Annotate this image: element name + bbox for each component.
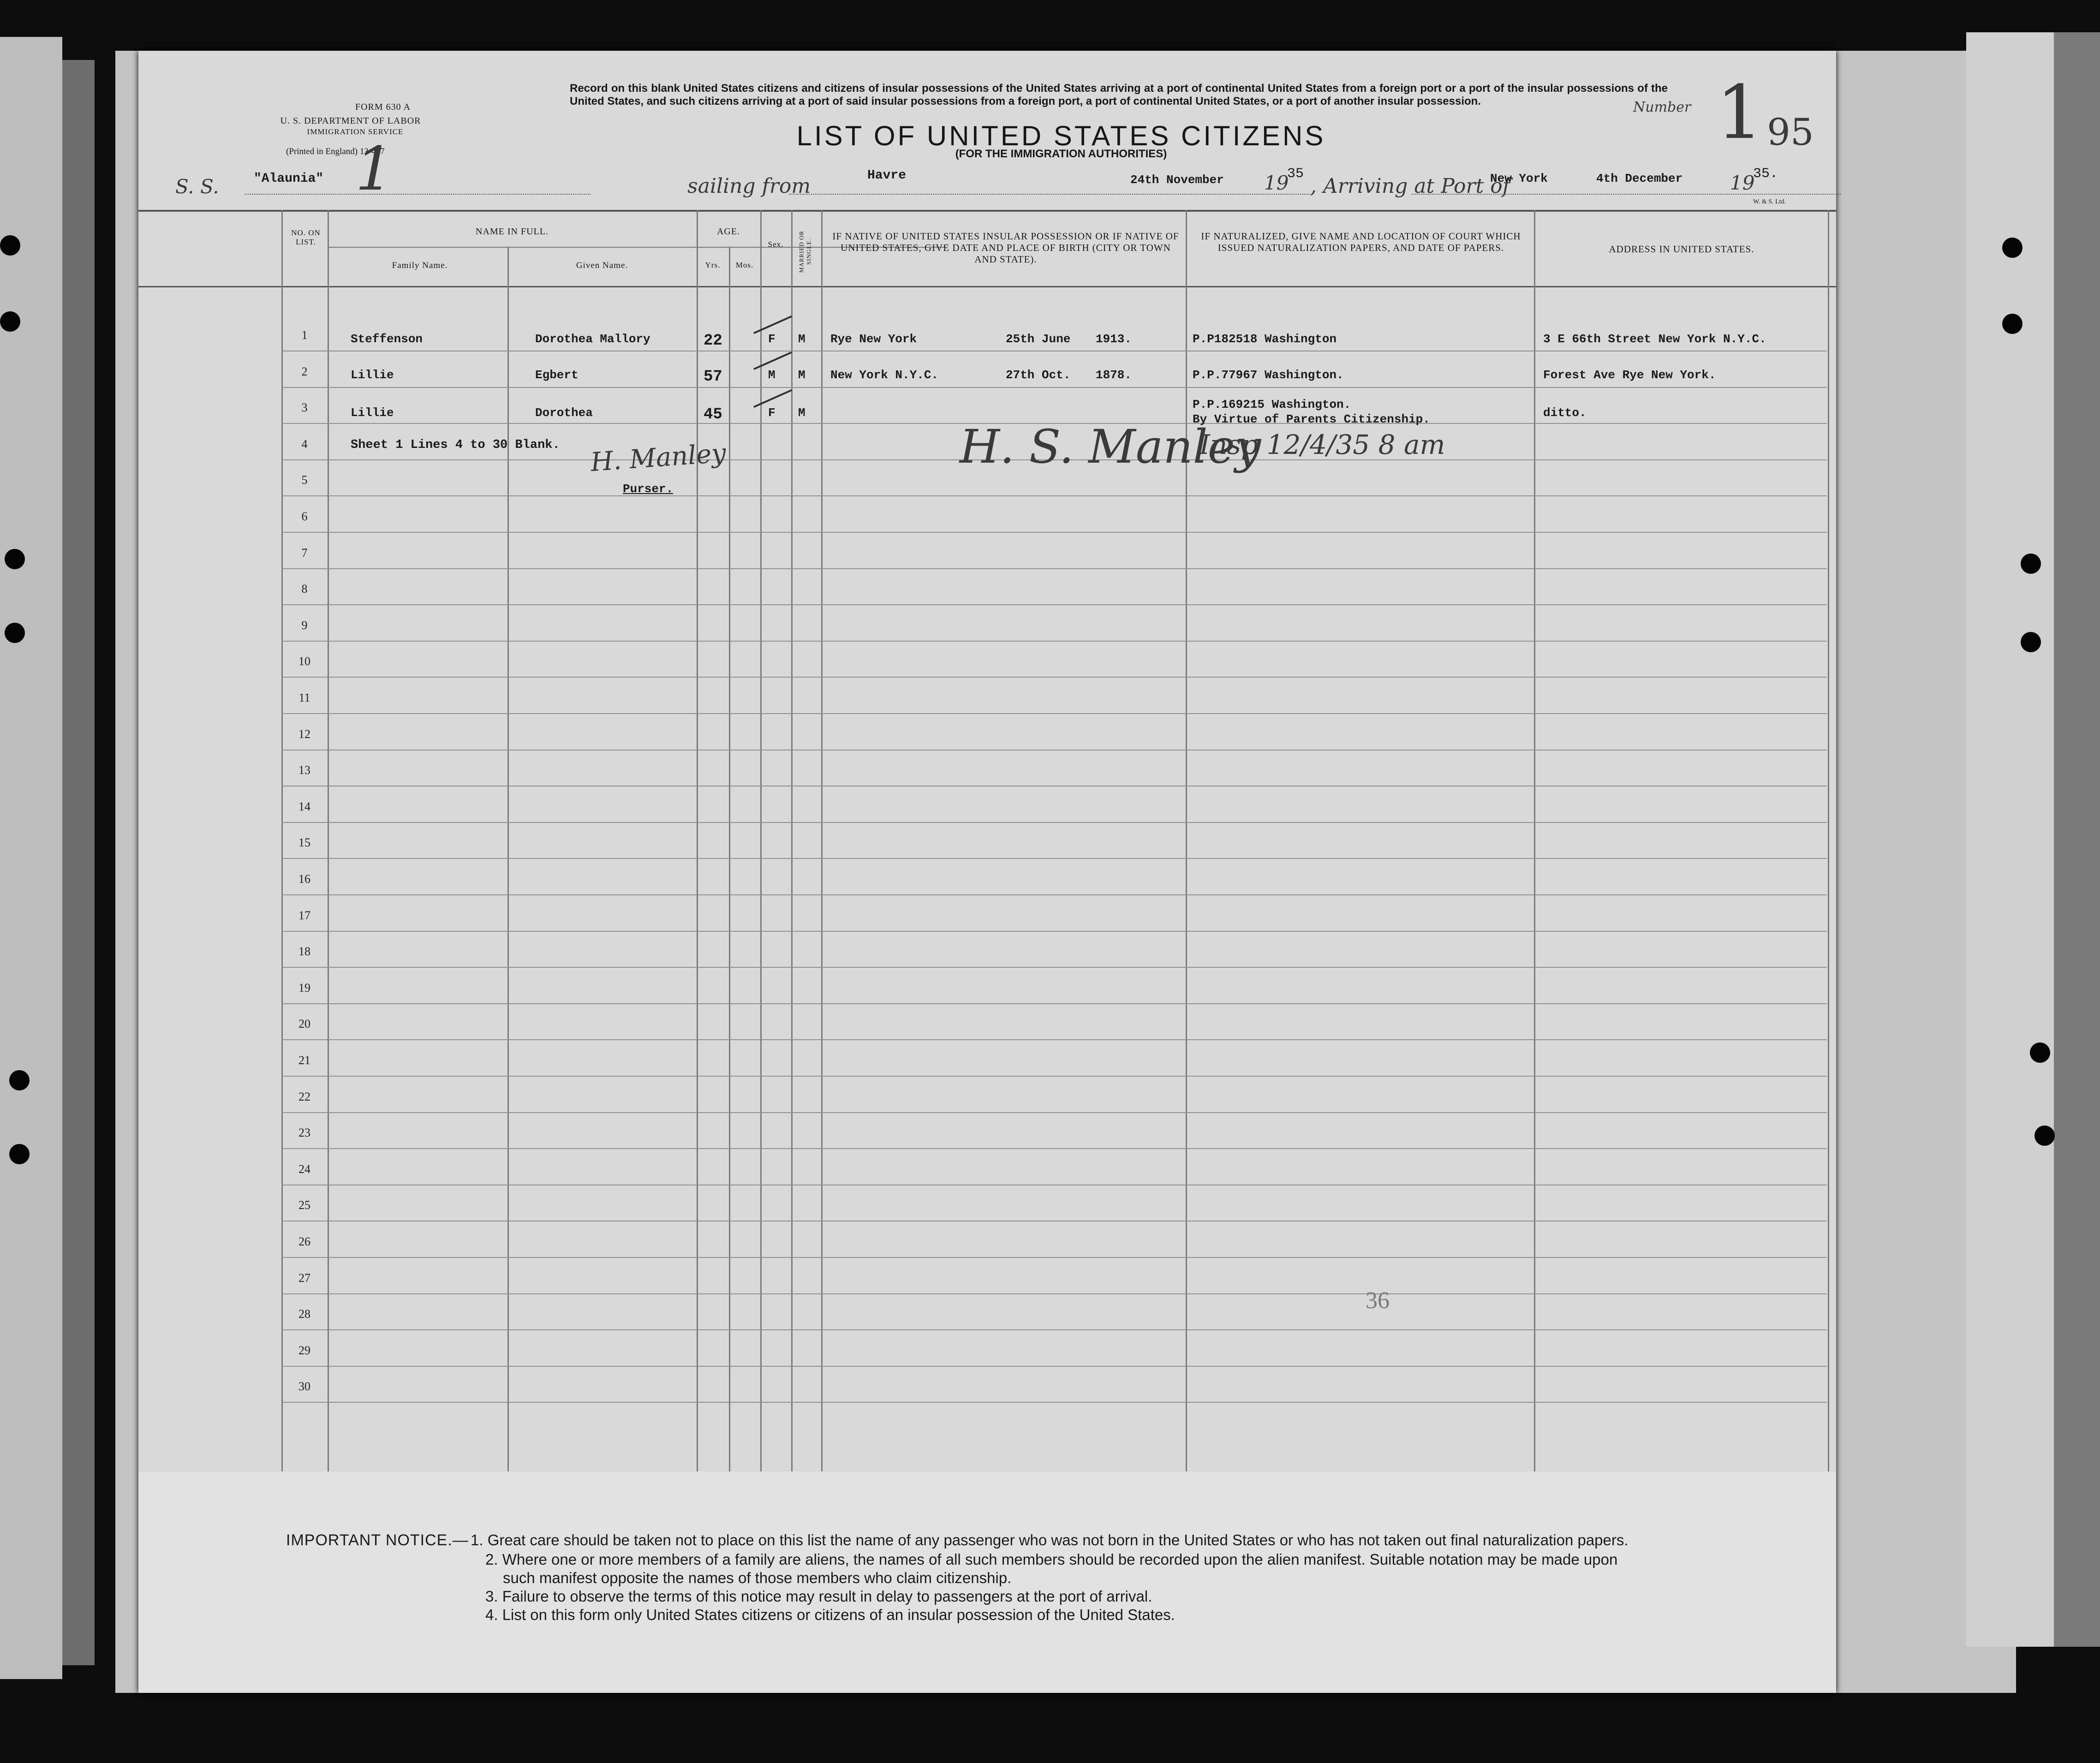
- row-number: 11: [298, 691, 310, 704]
- col-line: [328, 210, 329, 1471]
- entry-address: Forest Ave Rye New York.: [1543, 368, 1716, 382]
- notice-item-1: 1. Great care should be taken not to place on this list the name of any passenger who was not born in the United States or who has not taken out final naturalization papers.: [471, 1531, 1629, 1549]
- binder-hole: [5, 623, 25, 643]
- department: U. S. DEPARTMENT OF LABOR: [280, 116, 421, 126]
- binder-hole: [2002, 238, 2022, 258]
- entry-naturalization: P.P182518 Washington: [1193, 332, 1337, 346]
- binder-hole: [2021, 554, 2041, 574]
- table-header-border: [138, 286, 1836, 287]
- binder-edge-right: [2054, 32, 2100, 1647]
- entry-age: 22: [704, 332, 722, 350]
- arrival-year: 35.: [1753, 166, 1778, 182]
- row-rule: [281, 641, 1827, 642]
- form-number: FORM 630 A: [355, 102, 411, 112]
- row-number: 4: [301, 437, 308, 451]
- row-number: 18: [298, 945, 310, 959]
- row-rule: [281, 858, 1827, 859]
- row-rule: [281, 1329, 1827, 1330]
- entry-given-name: Dorothea: [535, 406, 593, 420]
- list-number: 1: [1716, 69, 1763, 155]
- printed-note: (Printed in England) 13-407: [286, 147, 385, 156]
- col-line: [1534, 210, 1535, 1471]
- row-rule: [281, 1076, 1827, 1077]
- row-rule: [281, 1402, 1827, 1403]
- entry-naturalization: P.P.169215 Washington.: [1193, 398, 1351, 411]
- col-line: [1828, 210, 1829, 1471]
- binder-hole: [0, 311, 20, 332]
- col-age: AGE.: [716, 226, 740, 237]
- corner-mark: 1: [355, 134, 394, 204]
- from-port: Havre: [867, 168, 907, 183]
- notice-item-3: 3. Failure to observe the terms of this notice may result in delay to passengers at the port of arrival.: [485, 1588, 1152, 1605]
- binder-hole: [0, 235, 20, 256]
- arrival-year-prefix: 19: [1730, 172, 1755, 194]
- entry-address: ditto.: [1543, 406, 1587, 420]
- arrival-port: New York: [1490, 172, 1548, 185]
- row-rule: [281, 713, 1827, 714]
- col-given-name: Given Name.: [576, 261, 628, 270]
- entry-birth-date: 27th Oct.: [1006, 368, 1071, 382]
- binder-hole: [2002, 314, 2022, 334]
- col-line: [729, 247, 730, 1471]
- binder-hole: [9, 1070, 30, 1090]
- binder-hole: [2030, 1042, 2050, 1063]
- row-rule: [281, 604, 1827, 605]
- row-number: 7: [301, 546, 308, 560]
- row-number: 2: [301, 364, 308, 378]
- entry-birth-year: 1913.: [1096, 332, 1132, 346]
- row-number: 23: [298, 1126, 310, 1140]
- entry-family-name: Lillie: [351, 406, 394, 420]
- row-rule: [281, 1148, 1827, 1149]
- binder-hole: [2034, 1126, 2055, 1146]
- row-number: 3: [301, 401, 308, 415]
- entry-age: 57: [704, 368, 722, 386]
- row-number: 16: [298, 872, 310, 886]
- entry-naturalization-note: By Virtue of Parents Citizenship.: [1193, 412, 1430, 426]
- col-line: [507, 247, 509, 1471]
- depart-date: 24th November: [1130, 173, 1224, 187]
- row-rule: [281, 931, 1827, 932]
- adjacent-page-left: [0, 37, 62, 1679]
- inspector-signature: H. S. Manley: [960, 420, 1261, 474]
- ss-label: S. S.: [175, 175, 219, 198]
- col-line: [281, 210, 283, 1471]
- entry-age: 45: [704, 406, 722, 423]
- notice-item-4: 4. List on this form only United States citizens or citizens of an insular possession of the United States.: [485, 1606, 1175, 1623]
- entry-family-name: Lillie: [351, 368, 394, 382]
- col-birth: IF NATIVE OF UNITED STATES INSULAR POSSESSION OR IF NATIVE OF UNITED STATES, GIVE DATE AND PLACE OF BIRTH (CITY OR TOWN AND STATE).: [832, 231, 1179, 265]
- entry-naturalization: P.P.77967 Washington.: [1193, 368, 1344, 382]
- col-line: [791, 210, 793, 1471]
- row-number: 30: [298, 1380, 310, 1394]
- row-number: 28: [298, 1307, 310, 1321]
- sailing-label: sailing from: [687, 174, 811, 198]
- page-title: LIST OF UNITED STATES CITIZENS: [796, 120, 1326, 151]
- inspector-note: Insp 12/4/35 8 am: [1199, 429, 1445, 460]
- row-number: 1: [301, 328, 308, 342]
- entry-birth-place: Rye New York: [830, 332, 917, 346]
- row-rule: [281, 1293, 1827, 1294]
- row-number: 14: [298, 799, 310, 813]
- purser-signature: H. Manley: [590, 438, 727, 478]
- row-rule: [281, 568, 1827, 569]
- col-no: NO. ON LIST.: [291, 228, 321, 247]
- row-rule: [281, 1003, 1827, 1004]
- entry-given-name: Dorothea Mallory: [535, 332, 650, 346]
- row-rule: [281, 677, 1827, 678]
- notice-label: IMPORTANT NOTICE.—: [286, 1531, 469, 1549]
- check-mark-icon: [753, 351, 792, 370]
- row-number: 20: [298, 1017, 310, 1031]
- notice-item-2: 2. Where one or more members of a family are aliens, the names of all such members should be recorded upon the alien manifest. Suitable notation may be made upon: [485, 1551, 1618, 1568]
- col-family-name: Family Name.: [392, 261, 448, 270]
- entry-family-name: Steffenson: [351, 332, 423, 346]
- check-mark-icon: [753, 316, 792, 334]
- row-number: 8: [301, 582, 308, 596]
- row-rule: [281, 387, 1827, 388]
- age-rule: [697, 247, 766, 248]
- row-number: 9: [301, 618, 308, 632]
- entry-marital-status: M: [798, 332, 805, 346]
- col-line: [1186, 210, 1187, 1471]
- check-mark-icon: [753, 389, 792, 408]
- row-rule: [281, 1257, 1827, 1258]
- col-yrs: Yrs.: [705, 261, 721, 269]
- entry-address: 3 E 66th Street New York N.Y.C.: [1543, 332, 1766, 346]
- binder-hole: [2021, 632, 2041, 652]
- page-mark: 95: [1767, 111, 1814, 154]
- row-number: 22: [298, 1090, 310, 1103]
- col-line: [697, 210, 698, 1471]
- entry-marital-status: M: [798, 368, 805, 382]
- row-number: 19: [298, 981, 310, 995]
- row-rule: [281, 1366, 1827, 1367]
- row-rule: [281, 532, 1827, 533]
- number-label: Number: [1633, 99, 1691, 115]
- ship-name: "Alaunia": [254, 172, 324, 186]
- arriving-label: , Arriving at Port of: [1310, 174, 1510, 198]
- service: IMMIGRATION SERVICE: [307, 127, 404, 136]
- ship-line: [245, 194, 591, 195]
- row-rule: [281, 822, 1827, 823]
- row-number: 10: [298, 655, 310, 668]
- col-line: [821, 210, 823, 1471]
- entry-birth-year: 1878.: [1096, 368, 1132, 382]
- arrival-line: [1412, 194, 1841, 195]
- col-married-single: MARRIED OR SINGLE.: [798, 230, 812, 273]
- entry-sex: F: [768, 332, 776, 346]
- row-number: 27: [298, 1271, 310, 1285]
- row-number: 21: [298, 1054, 310, 1067]
- col-line: [760, 210, 762, 1471]
- row-number: 15: [298, 836, 310, 850]
- col-mos: Mos.: [735, 261, 754, 269]
- row-number: 24: [298, 1162, 310, 1176]
- from-line: [789, 194, 1310, 195]
- row-number: 12: [298, 727, 310, 741]
- adjacent-page-right: [1966, 32, 2054, 1647]
- row-number: 29: [298, 1343, 310, 1357]
- page-subtitle: (FOR THE IMMIGRATION AUTHORITIES): [955, 148, 1167, 160]
- binder-hole: [9, 1144, 30, 1164]
- col-address: ADDRESS IN UNITED STATES.: [1609, 244, 1754, 255]
- entry-given-name: Egbert: [535, 368, 579, 382]
- printer-mark: W. & S. Ltd.: [1753, 198, 1786, 205]
- row-number: 13: [298, 763, 310, 777]
- col-name-in-full: NAME IN FULL.: [476, 226, 549, 237]
- purser-label: Purser.: [623, 482, 674, 496]
- manifest-sheet: [138, 51, 1836, 1693]
- row-number: 5: [301, 473, 308, 487]
- notice-item-2-cont: such manifest opposite the names of those members who claim citizenship.: [503, 1569, 1012, 1586]
- col-naturalization: IF NATURALIZED, GIVE NAME AND LOCATION OF COURT WHICH ISSUED NATURALIZATION PAPERS, AND DATE OF PAPERS.: [1201, 231, 1521, 254]
- row-number: 26: [298, 1235, 310, 1248]
- row-number: 25: [298, 1198, 310, 1212]
- row-rule: [281, 967, 1827, 968]
- blank-note: Sheet 1 Lines 4 to 30 Blank.: [351, 438, 560, 452]
- depart-year: 35: [1287, 166, 1304, 182]
- entry-sex: F: [768, 406, 776, 420]
- row-number: 6: [301, 510, 308, 523]
- depart-year-prefix: 19: [1264, 172, 1289, 194]
- entry-sex: M: [768, 368, 776, 382]
- row-rule: [281, 495, 1827, 496]
- binder-edge-left: [62, 60, 95, 1665]
- row-rule: [281, 1112, 1827, 1113]
- entry-birth-place: New York N.Y.C.: [830, 368, 939, 382]
- row-rule: [281, 1039, 1827, 1040]
- entry-birth-date: 25th June: [1006, 332, 1071, 346]
- row-number: 17: [298, 908, 310, 922]
- table-top-border: [138, 210, 1836, 212]
- entry-marital-status: M: [798, 406, 805, 420]
- arrival-date: 4th December: [1596, 172, 1683, 185]
- row-rule: [281, 894, 1827, 895]
- instruction-text: Record on this blank United States citizens and citizens of insular possessions of the United States arriving at a port of continental United States from a foreign port or a port of the insular possessions of the United States, and such citizens arriving at a port of said insular possessions from a foreign port, a port of continental United States, or a port of another insular possession.: [570, 82, 1668, 107]
- col-sex: Sex.: [768, 240, 784, 249]
- binder-hole: [5, 549, 25, 569]
- stamp-number: 36: [1366, 1287, 1390, 1314]
